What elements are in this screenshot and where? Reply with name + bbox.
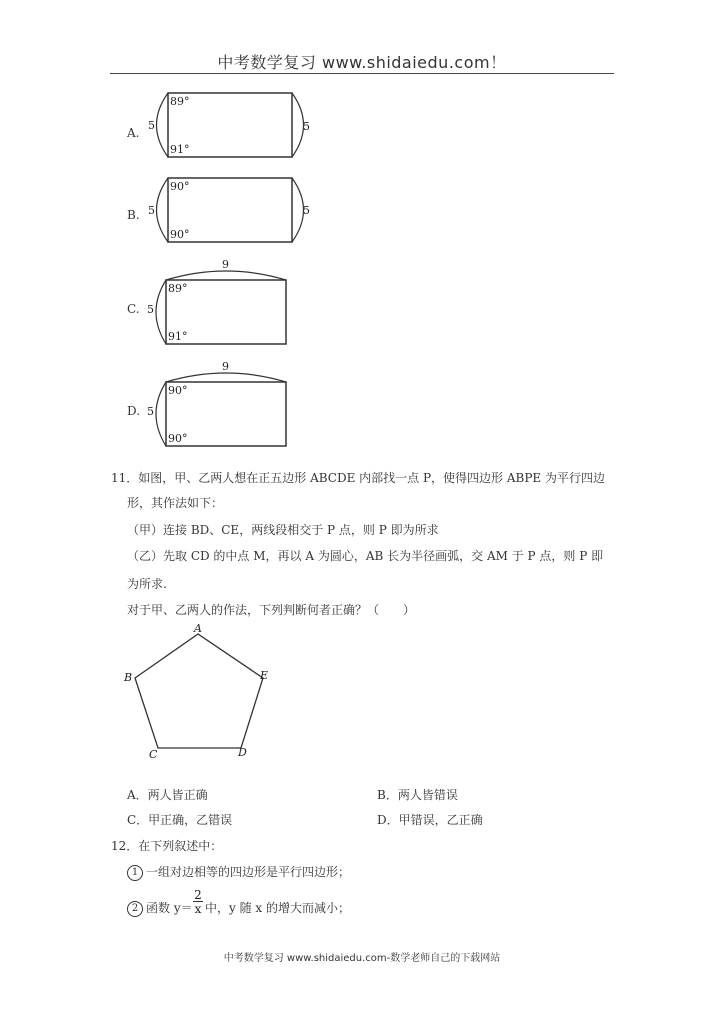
figure-d-top-angle: 90°: [168, 384, 188, 397]
figure-c-top-length: 9: [222, 258, 229, 271]
figure-c-left-side: 5: [147, 303, 154, 316]
pentagon-label-c: C: [149, 748, 158, 761]
figure-b-right-side: 5: [303, 204, 310, 217]
q12-title: 12．在下列叙述中：: [111, 839, 223, 853]
figure-a-bottom-angle: 91°: [170, 143, 190, 156]
figure-a-right-side: 5: [303, 120, 310, 133]
q12-item-1-text: 一组对边相等的四边形是平行四边形；: [146, 865, 351, 879]
pentagon-figure: [118, 618, 278, 762]
figure-c-bottom-angle: 91°: [168, 330, 188, 343]
figure-d: [140, 358, 310, 450]
q12-fraction: [193, 889, 203, 916]
q12-fraction-denominator: x: [194, 902, 202, 916]
q12-item-2-pre: 函数 y＝: [146, 901, 193, 915]
q11-line-3: （甲）连接 BD、CE，两线段相交于 P 点，则 P 即为所求: [127, 523, 439, 537]
q11-option-d: D．甲错误，乙正确: [377, 813, 483, 827]
figure-d-left-side: 5: [147, 405, 154, 418]
figure-a-left-side: 5: [148, 119, 155, 132]
q12-item-1: [127, 863, 350, 881]
q11-line-1: 11．如图，甲、乙两人想在正五边形 ABCDE 内部找一点 P，使得四边形 ABPE 为平行四边: [111, 471, 606, 485]
figure-d-option-label: D.: [127, 404, 141, 418]
pentagon-label-a: A: [194, 622, 202, 635]
header-divider: [110, 73, 614, 74]
figure-b: [140, 172, 320, 246]
figure-a-top-angle: 89°: [170, 95, 190, 108]
page-header-title: 中考数学复习 www.shidaiedu.com！: [217, 53, 507, 72]
q11-option-b: B．两人皆错误: [377, 788, 458, 802]
page-footer: 中考数学复习 www.shidaiedu.com-数学老师自己的下载网站: [223, 953, 501, 964]
figure-d-bottom-angle: 90°: [168, 432, 188, 445]
figure-c: [140, 256, 310, 348]
figure-a-option-label: A.: [127, 126, 140, 140]
q12-item-2-post: 中，y 随 x 的增大而减小；: [205, 901, 350, 915]
pentagon-label-e: E: [260, 669, 269, 682]
q12-fraction-numerator: 2: [194, 888, 202, 902]
q11-line-5: 为所求.: [127, 577, 167, 591]
figure-b-left-side: 5: [148, 204, 155, 217]
figure-c-top-angle: 89°: [168, 282, 188, 295]
q11-line-4: （乙）先取 CD 的中点 M，再以 A 为圆心，AB 长为半径画弧，交 AM 于 P 点，则 P 即: [127, 549, 604, 563]
pentagon-label-b: B: [124, 671, 133, 684]
q11-option-c: C．甲正确，乙错误: [127, 813, 233, 827]
figure-b-option-label: B.: [127, 208, 140, 222]
pentagon-label-d: D: [238, 746, 247, 759]
figure-a: [140, 88, 320, 162]
q12-item-2: [127, 899, 193, 917]
q11-line-6: 对于甲、乙两人的作法，下列判断何者正确？（ ）: [127, 603, 416, 617]
q11-line-2: 形，其作法如下：: [127, 496, 224, 510]
figure-b-top-angle: 90°: [170, 180, 190, 193]
figure-c-option-label: C.: [127, 302, 140, 316]
q12-item-2-number: 2: [127, 901, 143, 917]
figure-b-bottom-angle: 90°: [170, 228, 190, 241]
q12-item-1-number: 1: [127, 865, 143, 881]
figure-d-top-length: 9: [222, 360, 229, 373]
q11-option-a: A．两人皆正确: [127, 788, 208, 802]
